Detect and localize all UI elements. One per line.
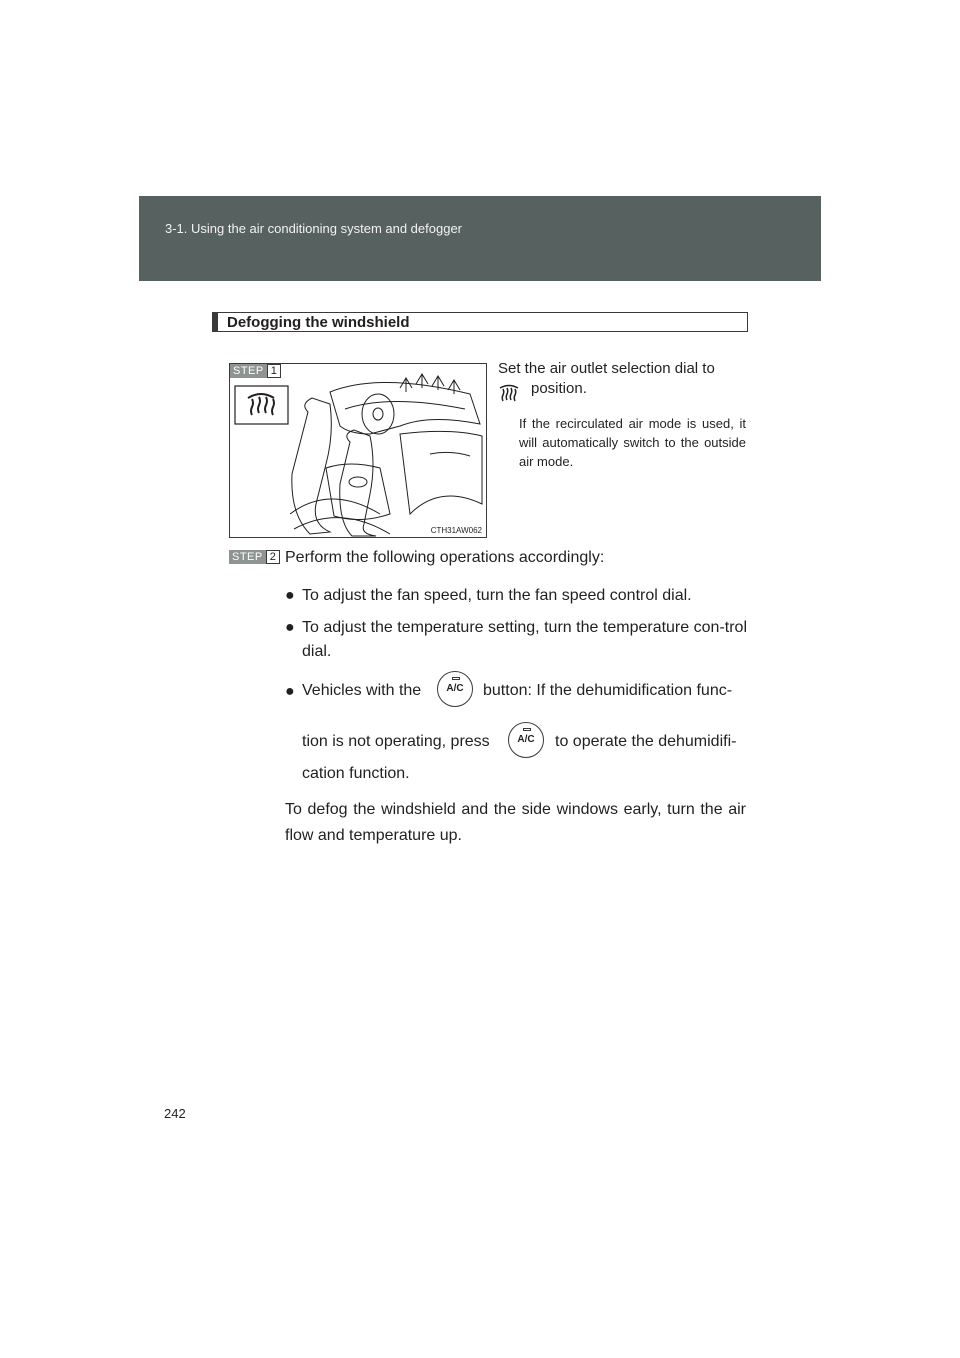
bullet3-text-a: Vehicles with the xyxy=(302,682,422,699)
figure-cabin-illustration xyxy=(229,363,487,538)
bullet3-text-e: cation function. xyxy=(302,765,410,782)
defroster-icon-box xyxy=(235,386,288,424)
final-paragraph: To defog the windshield and the side windows early, turn the air flow and temperature up. xyxy=(285,801,746,844)
step-word: STEP xyxy=(229,550,266,564)
bullet3-text-b: button: If the dehumidification func- xyxy=(483,682,733,699)
ac-button-icon xyxy=(508,722,544,758)
step1-instruction xyxy=(498,359,746,399)
bullet-dot: ● xyxy=(285,587,295,604)
chapter-title: 3-1. Using the air conditioning system and defogger xyxy=(165,221,463,236)
step1-note: If the recirculated air mode is used, it will automatically switch to the outside air mode. xyxy=(519,416,746,469)
ac-indicator xyxy=(452,677,460,680)
figure-code: CTH31AW062 xyxy=(430,526,482,535)
chapter-header xyxy=(139,196,821,281)
step2-badge xyxy=(229,550,280,564)
page-number: 242 xyxy=(164,1106,186,1121)
step2-intro: Perform the following operations accordingly: xyxy=(285,549,605,566)
cabin-illustration xyxy=(230,364,488,539)
step-number: 1 xyxy=(267,364,281,378)
ac-label: A/C xyxy=(446,683,464,694)
step-number: 2 xyxy=(266,550,280,564)
ac-button-icon xyxy=(437,671,473,707)
section-marker xyxy=(213,313,218,331)
bullet-dot: ● xyxy=(285,619,295,636)
step1-text-a: Set the air outlet selection dial to xyxy=(498,360,715,377)
bullet-text: To adjust the temperature setting, turn the temperature con-trol dial. xyxy=(302,619,747,660)
bullet3-text-d: to operate the dehumidifi- xyxy=(555,733,737,750)
section-title: Defogging the windshield xyxy=(227,314,410,331)
step1-text-b: position. xyxy=(531,380,587,397)
bullet3-text-c: tion is not operating, press xyxy=(302,733,490,750)
step-word: STEP xyxy=(230,364,267,378)
ac-indicator xyxy=(523,728,531,731)
bullet-dot: ● xyxy=(285,683,295,700)
defroster-icon xyxy=(498,383,520,403)
ac-label: A/C xyxy=(517,734,535,745)
bullet-text: To adjust the fan speed, turn the fan speed control dial. xyxy=(302,587,692,604)
section-heading-box xyxy=(212,312,748,332)
